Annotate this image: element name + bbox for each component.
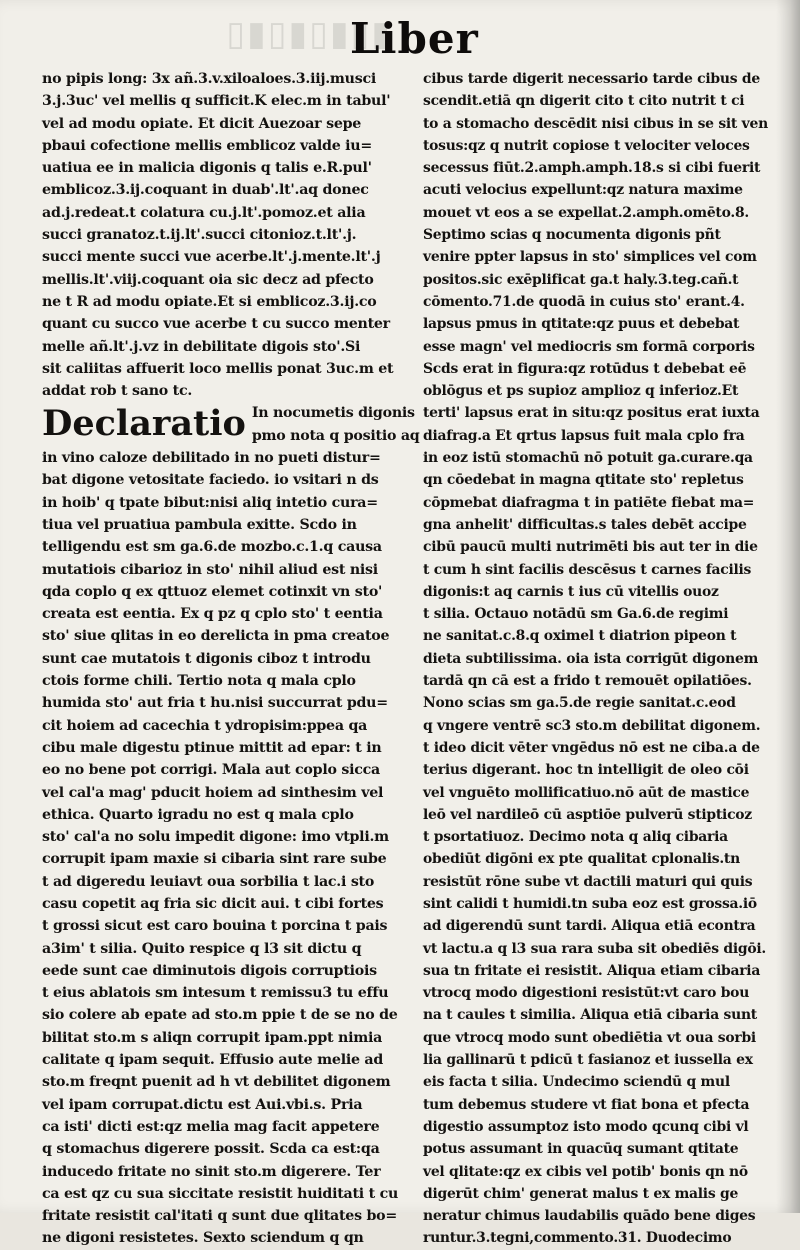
text-line: sunt cae mutatois t digonis ciboz t introdu xyxy=(42,650,371,667)
text-line: vel ipam corrupat.dictu est Aui.vbi.s. Pria xyxy=(42,1096,363,1113)
text-line: no pipis long: 3x añ.3.v.xiloaloes.3.iij.musci xyxy=(42,71,377,87)
text-line: na t caules t similia. Aliqua etiā cibaria sunt xyxy=(423,1007,757,1024)
running-header: Liber xyxy=(350,14,479,63)
text-line: lapsus pmus in qtitate:qz puus et debebat xyxy=(423,316,740,333)
text-line: inducedo fritate no sinit sto.m digerere. Ter xyxy=(42,1163,381,1180)
text-line: t grossi sicut est caro bouina t porcina t pais xyxy=(42,918,388,935)
text-line: Nono scias sm ga.5.de regie sanitat.c.eod xyxy=(423,695,736,712)
text-line: mouet vt eos a se expellat.2.amph.omēto.8. xyxy=(423,204,749,221)
text-line: to a stomacho descēdit nisi cibus in se sit ven xyxy=(423,115,768,132)
text-line: neratur chimus laudabilis quādo bene diges xyxy=(423,1208,756,1225)
text-line: resistūt rōne sube vt dactili maturi qui quis xyxy=(423,873,753,890)
text-line: scendit.etiā qn digerit cito t cito nutrit t ci xyxy=(423,93,745,110)
text-line: venire ppter lapsus in sto' simplices vel com xyxy=(423,249,757,266)
text-line: qda coplo q ex qttuoz elemet cotinxit vn sto' xyxy=(42,583,383,600)
text-line: tardā qn cā est a frido t remouēt opilatiōes. xyxy=(423,673,752,690)
text-line: eede sunt cae diminutois digois corruptiois xyxy=(42,962,377,979)
text-line: terti' lapsus erat in situ:qz positus erat iuxta xyxy=(423,405,760,422)
text-line: mutatiois cibarioz in sto' nihil aliud est nisi xyxy=(42,561,378,578)
text-line: corrupit ipam maxie si cibaria sint rare sube xyxy=(42,851,387,868)
text-line: q vngere ventrē sc3 sto.m debilitat digonem. xyxy=(423,717,761,734)
page-edge-shadow xyxy=(776,0,800,1213)
declaratio-initial-word: Declaratio xyxy=(42,403,246,445)
text-line: vel cal'a mag' pducit hoiem ad sinthesim vel xyxy=(42,784,384,801)
text-line: positos.sic exēplificat ga.t haly.3.teg.cañ.t xyxy=(423,271,739,288)
text-line: quant cu succo vue acerbe t cu succo menter xyxy=(42,316,390,333)
text-line: ad digerendū sunt tardi. Aliqua etiā econtra xyxy=(423,918,756,935)
text-line: secessus fiūt.2.amph.amph.18.s si cibi fuerit xyxy=(423,160,761,177)
text-line: ad.j.redeat.t colatura cu.j.lt'.pomoz.et alia xyxy=(42,204,366,221)
text-line: vtrocq modo digestioni resistūt:vt caro bou xyxy=(423,985,750,1002)
text-line: acuti velocius expellunt:qz natura maxime xyxy=(423,182,743,199)
text-line: ca est qz cu sua siccitate resistit huiditati t cu xyxy=(42,1185,399,1202)
text-line: ctois forme chili. Tertio nota q mala cplo xyxy=(42,673,356,690)
text-line: casu copetit aq fria sic dicit aui. t cibi fortes xyxy=(42,895,384,912)
text-line: ca isti' dicti est:qz melia mag facit appetere xyxy=(42,1118,380,1135)
text-line: eis facta t silia. Undecimo sciendū q mul xyxy=(423,1074,730,1091)
text-line: diafrag.a Et qrtus lapsus fuit mala cplo fra xyxy=(423,427,745,444)
text-line: tum debemus studere vt fiat bona et pfecta xyxy=(423,1096,750,1113)
text-line: cit hoiem ad cacechia t ydropisim:ppea qa xyxy=(42,717,368,734)
text-line: cōmento.71.de quodā in cuius sto' erant.4. xyxy=(423,293,745,310)
declaratio-heading xyxy=(42,402,420,447)
text-line: ethica. Quarto igradu no est q mala cplo xyxy=(42,806,354,823)
bleed-through-text: ▮▯▮▯▮▯▮▯ xyxy=(224,14,390,54)
text-line: a3im' t silia. Quito respice q l3 sit dictu q xyxy=(42,940,362,957)
text-line: telligendu est sm ga.6.de mozbo.c.1.q causa xyxy=(42,539,382,556)
text-line: t silia. Octauo notādū sm Ga.6.de regimi xyxy=(423,606,729,623)
text-line: q stomachus digerere possit. Scda ca est:qa xyxy=(42,1141,380,1158)
text-line: esse magn' vel mediocris sm formā corporis xyxy=(423,338,755,355)
text-line: addat rob t sano tc. xyxy=(42,383,193,400)
declaratio-side-lines xyxy=(252,402,422,447)
text-line: sto' cal'a no solu impedit digone: imo vtpli.m xyxy=(42,829,389,846)
text-line: succi mente succi vue acerbe.lt'.j.mente.lt'.j xyxy=(42,249,381,266)
text-line: pmo nota q positio aq xyxy=(251,427,420,444)
text-line: terius digerant. hoc tn intelligit de oleo cōi xyxy=(423,762,749,779)
text-line: in hoib' q tpate bibut:nisi aliq intetio cura= xyxy=(42,494,378,511)
text-line: cibu male digestu ptinue mittit ad epar: t in xyxy=(42,739,382,756)
text-line: t ad digeredu leuiavt oua sorbilia t lac.i sto xyxy=(42,873,375,890)
text-line: ne t R ad modu opiate.Et si emblicoz.3.ij.co xyxy=(42,293,377,310)
text-line: t ideo dicit vēter vngēdus nō est ne ciba.a de xyxy=(423,739,760,756)
text-line: in vino caloze debilitado in no pueti distur= xyxy=(42,450,381,467)
right-column xyxy=(423,68,768,1247)
text-line: eo no bene pot corrigi. Mala aut coplo sicca xyxy=(42,762,380,779)
text-line: cibus tarde digerit necessario tarde cibus de xyxy=(423,71,760,87)
text-line: bilitat sto.m s aliqn corrupit ipam.ppt nimia xyxy=(42,1029,383,1046)
left-column-intro-lines xyxy=(42,68,394,402)
text-line: in eoz istū stomachū nō potuit ga.curare.qa xyxy=(423,450,753,467)
text-line: leō vel nardileō cū asptiōe pulverū stipticoz xyxy=(423,806,752,823)
text-line: Scds erat in figura:qz rotūdus t debebat eē xyxy=(423,360,747,377)
text-line: sua tn fritate ei resistit. Aliqua etiam cibaria xyxy=(423,962,761,979)
text-line: dieta subtilissima. oia ista corrigūt digonem xyxy=(423,650,759,667)
text-line: oblōgus et ps supioz amplioz q inferioz.Et xyxy=(423,383,739,400)
text-line: t cum h sint facilis descēsus t carnes facilis xyxy=(423,561,752,578)
text-line: potus assumant in quacūq sumant qtitate xyxy=(423,1141,739,1158)
text-line: sit caliitas affuerit loco mellis ponat 3uc.m et xyxy=(42,360,394,377)
text-line: succi granatoz.t.ij.lt'.succi citonioz.t.lt'.j. xyxy=(42,227,357,244)
text-line: vt lactu.a q l3 sua rara suba sit obediēs digōi. xyxy=(423,940,766,957)
text-line: runtur.3.tegni,commento.31. Duodecimo xyxy=(423,1230,732,1247)
text-line: humida sto' aut fria t hu.nisi succurrat pdu= xyxy=(42,695,388,712)
text-line: vel ad modu opiate. Et dicit Auezoar sepe xyxy=(42,115,362,132)
text-line: gna anhelit' difficultas.s tales debēt accipe xyxy=(423,516,747,533)
text-line: ne digoni resistetes. Sexto sciendum q qn xyxy=(42,1230,364,1247)
text-line: cibū paucū multi nutrimēti bis aut ter in die xyxy=(423,539,758,556)
text-line: qn cōedebat in magna qtitate sto' repletus xyxy=(423,472,744,489)
text-line: cōpmebat diafragma t in patiēte fiebat ma= xyxy=(423,494,755,511)
text-line: ne sanitat.c.8.q oximel t diatrion pipeon t xyxy=(423,628,737,645)
text-line: tosus:qz q nutrit copiose t velociter veloces xyxy=(423,137,750,154)
text-line: calitate q ipam sequit. Effusio aute melie ad xyxy=(42,1052,384,1069)
text-line: fritate resistit cal'itati q sunt due qlitates bo= xyxy=(42,1208,398,1225)
text-line: mellis.lt'.viij.coquant oia sic decz ad pfecto xyxy=(42,271,374,288)
left-column-body-lines xyxy=(42,447,399,1250)
text-line: vel qlitate:qz ex cibis vel potib' bonis qn nō xyxy=(423,1163,748,1180)
text-line: melle añ.lt'.j.vz in debilitate digois sto'.Si xyxy=(42,338,361,355)
text-line: sto' siue qlitas in eo derelicta in pma creatoe xyxy=(42,628,390,645)
text-line: digonis:t aq carnis t ius cū vitellis ouoz xyxy=(423,583,719,600)
text-line: vel vnguēto mollificatiuo.nō aūt de mastice xyxy=(423,784,750,801)
text-line: t eius ablatois sm intesum t remissu3 tu effu xyxy=(42,985,389,1002)
text-line: Septimo scias q nocumenta digonis pñt xyxy=(423,227,721,244)
text-line: pbaui cofectione mellis emblicoz valde iu= xyxy=(42,137,373,154)
text-line: 3.j.3uc' vel mellis q sufficit.K elec.m in tabul' xyxy=(42,93,391,110)
text-line: sio colere ab epate ad sto.m ppie t de se no de xyxy=(42,1007,398,1024)
text-line: sto.m freqnt puenit ad h vt debilitet digonem xyxy=(42,1074,391,1091)
left-column xyxy=(42,68,420,1247)
text-line: bat digone vetositate faciedo. io vsitari n ds xyxy=(42,472,379,489)
text-line: In nocumetis digonis xyxy=(251,405,415,422)
text-line: t psortatiuoz. Decimo nota q aliq cibaria xyxy=(423,829,728,846)
text-line: sint calidi t humidi.tn suba eoz est grossa.iō xyxy=(423,895,757,912)
text-line: digestio assumptoz isto modo qcunq cibi vl xyxy=(423,1118,749,1135)
text-line: creata est eentia. Ex q pz q cplo sto' t eentia xyxy=(42,606,383,623)
text-line: lia gallinarū t pdicū t fasianoz et iussella ex xyxy=(423,1052,753,1069)
text-line: digerūt chim' generat malus t ex malis ge xyxy=(423,1185,739,1202)
text-line: que vtrocq modo sunt obediētia vt oua sorbi xyxy=(423,1029,756,1046)
text-line: obediūt digōni ex pte qualitat cplonalis.tn xyxy=(423,851,740,868)
text-line: emblicoz.3.ij.coquant in duab'.lt'.aq donec xyxy=(42,182,369,199)
text-line: uatiua ee in malicia digonis q talis e.R.pul' xyxy=(42,160,372,177)
text-line: tiua vel pruatiua pambula exitte. Scdo in xyxy=(42,516,357,533)
